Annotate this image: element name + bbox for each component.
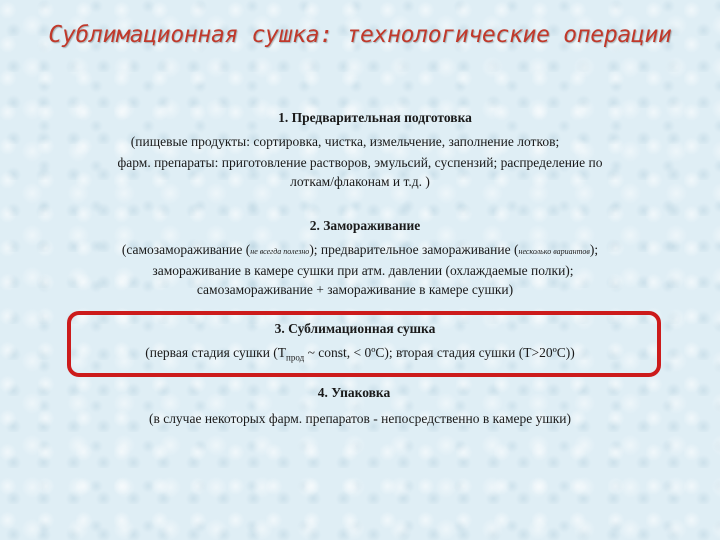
section-sublimation-drying: [0, 321, 720, 368]
text-fragment: (самозамораживание (: [121, 242, 251, 257]
section-text-line: лоткам/флаконам и т.д. ): [290, 174, 430, 189]
section-packaging: [0, 385, 720, 428]
text-fragment: (первая стадия сушки (T: [145, 345, 287, 360]
section-text-line: замораживание в камере сушки при атм. давлении (охлаждаемые полки);: [152, 263, 574, 278]
slide-title: Сублимационная сушка: технологические операции: [48, 22, 672, 48]
text-fragment: ~ const, < 0ºC); вторая стадия сушки (T>20ºC)): [304, 345, 575, 360]
section-text-line: (в случае некоторых фарм. препаратов - непосредственно в камере ушки): [148, 411, 572, 426]
section-heading: 2. Замораживание: [309, 218, 421, 233]
section-text-line: самозамораживание + замораживание в камере сушки): [196, 282, 514, 297]
section-text-line: фарм. препараты: приготовление растворов, эмульсий, суспензий; распределение по: [117, 155, 603, 170]
section-text-line: (пищевые продукты: сортировка, чистка, измельчение, заполнение лотков;: [130, 134, 560, 149]
subscript-text: прод: [286, 352, 305, 363]
section-text-line: [0, 343, 720, 368]
section-preparation: [0, 110, 720, 191]
section-heading: 3. Сублимационная сушка: [274, 321, 436, 336]
note-text: не всегда полезно: [250, 247, 310, 256]
section-heading: 1. Предварительная подготовка: [278, 110, 472, 125]
note-text: несколько вариантов: [518, 247, 590, 256]
text-fragment: );: [589, 242, 599, 257]
section-freezing: [0, 218, 720, 299]
text-fragment: ); предварительное замораживание (: [309, 242, 519, 257]
section-heading: 4. Упаковка: [317, 385, 391, 400]
section-text-line: [0, 240, 720, 261]
